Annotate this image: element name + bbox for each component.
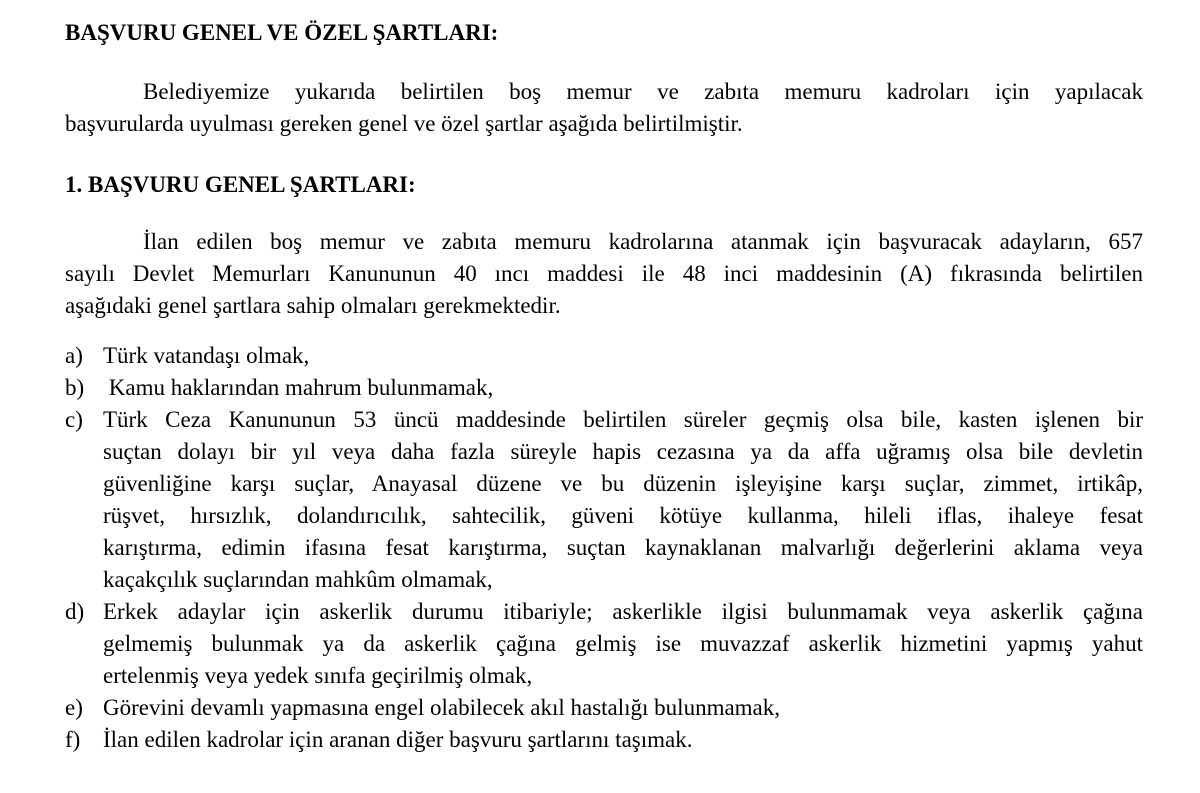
section-heading: 1. BAŞVURU GENEL ŞARTLARI:	[65, 172, 416, 197]
intro-paragraph	[65, 76, 1143, 140]
section-line: İlan edilen boş memur ve zabıta memuru kadrolarına atanmak için başvuracak adayların, 657	[143, 229, 1143, 254]
list-item-line: gelmemiş bulunmak ya da askerlik çağına gelmiş ise muvazzaf askerlik hizmetini yapmış yahut	[103, 631, 1143, 656]
main-heading: BAŞVURU GENEL VE ÖZEL ŞARTLARI:	[65, 20, 499, 45]
list-item	[65, 340, 1143, 372]
list-marker: a)	[65, 343, 83, 368]
list-marker: e)	[65, 695, 83, 720]
list-item	[65, 372, 1143, 404]
intro-line: Belediyemize yukarıda belirtilen boş memur ve zabıta memuru kadroları için yapılacak	[143, 79, 1143, 104]
requirements-list	[65, 340, 1143, 756]
list-item-line: Erkek adaylar için askerlik durumu itibariyle; askerlikle ilgisi bulunmamak veya askerlik çağına	[103, 599, 1143, 624]
list-marker: f)	[65, 727, 81, 752]
section-paragraph	[65, 226, 1143, 322]
section-line: aşağıdaki genel şartlara sahip olmaları gerekmektedir.	[65, 293, 561, 318]
list-item	[65, 724, 1143, 756]
list-item	[65, 404, 1143, 596]
section-line: sayılı Devlet Memurları Kanununun 40 ıncı maddesi ile 48 inci maddesinin (A) fıkrasında belirtilen	[65, 261, 1143, 286]
list-item-line: suçtan dolayı bir yıl veya daha fazla süreyle hapis cezasına ya da affa uğramış olsa bile devletin	[103, 439, 1143, 464]
list-item-line: Kamu haklarından mahrum bulunmamak,	[103, 375, 494, 400]
intro-line: başvurularda uyulması gereken genel ve özel şartlar aşağıda belirtilmiştir.	[65, 111, 743, 136]
list-item-line: İlan edilen kadrolar için aranan diğer başvuru şartlarını taşımak.	[103, 727, 693, 752]
list-item-line: rüşvet, hırsızlık, dolandırıcılık, sahtecilik, güveni kötüye kullanma, hileli iflas, ihaleye fesat	[103, 503, 1143, 528]
list-item	[65, 596, 1143, 692]
list-item-line: güvenliğine karşı suçlar, Anayasal düzene ve bu düzenin işleyişine karşı suçlar, zimmet, irtikâp,	[103, 471, 1143, 496]
list-item-line: ertelenmiş veya yedek sınıfa geçirilmiş olmak,	[103, 663, 533, 688]
list-marker: d)	[65, 599, 85, 624]
list-marker: b)	[65, 375, 85, 400]
list-item-line: kaçakçılık suçlarından mahkûm olmamak,	[103, 567, 493, 592]
list-marker: c)	[65, 407, 83, 432]
list-item-line: Görevini devamlı yapmasına engel olabilecek akıl hastalığı bulunmamak,	[103, 695, 781, 720]
list-item-line: karıştırma, edimin ifasına fesat karıştırma, suçtan kaynaklanan malvarlığı değerlerini aklama veya	[103, 535, 1143, 560]
list-item-line: Türk vatandaşı olmak,	[103, 343, 310, 368]
list-item-line: Türk Ceza Kanununun 53 üncü maddesinde belirtilen süreler geçmiş olsa bile, kasten işlenen bir	[103, 407, 1143, 432]
list-item	[65, 692, 1143, 724]
